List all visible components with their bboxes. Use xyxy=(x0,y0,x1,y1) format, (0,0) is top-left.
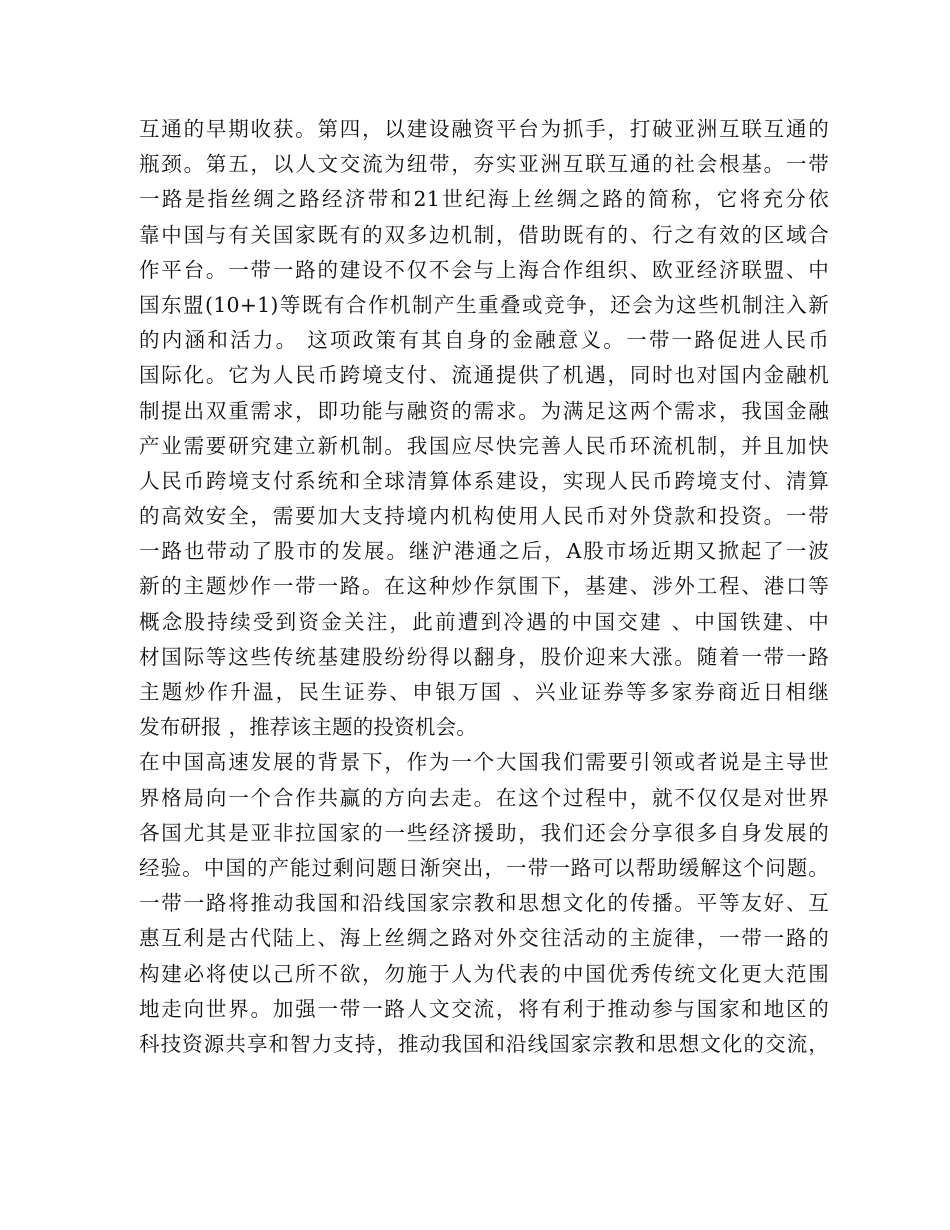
text-line: 一路是指丝绸之路经济带和21世纪海上丝绸之路的简称，它将充分依 xyxy=(139,187,829,212)
text-line: 人民币跨境支付系统和全球清算体系建设，实现人民币跨境支付、清算 xyxy=(139,468,829,493)
text-line: 的内涵和活力。 这项政策有其自身的金融意义。一带一路促进人民币 xyxy=(139,328,829,353)
text-line: 惠互利是古代陆上、海上丝绸之路对外交往活动的主旋律，一带一路的 xyxy=(139,926,829,951)
text-line: 产业需要研究建立新机制。我国应尽快完善人民币环流机制，并且加快 xyxy=(139,433,829,458)
text-line: 在中国高速发展的背景下，作为一个大国我们需要引领或者说是主导世 xyxy=(139,750,829,775)
text-line: 一带一路将推动我国和沿线国家宗教和思想文化的传播。平等友好、互 xyxy=(139,891,829,916)
text-line: 概念股持续受到资金关注，此前遭到冷遇的中国交建 、中国铁建、中 xyxy=(139,609,829,634)
text-line: 一路也带动了股市的发展。继沪港通之后，A股市场近期又掀起了一波 xyxy=(139,539,829,564)
text-line: 地走向世界。加强一带一路人文交流，将有利于推动参与国家和地区的 xyxy=(139,996,829,1021)
document-body-text xyxy=(139,112,829,1062)
text-line: 材国际等这些传统基建股纷纷得以翻身，股价迎来大涨。随着一带一路 xyxy=(139,644,829,669)
text-line: 瓶颈。第五，以人文交流为纽带，夯实亚洲互联互通的社会根基。一带 xyxy=(139,152,829,177)
text-line: 新的主题炒作一带一路。在这种炒作氛围下，基建、涉外工程、港口等 xyxy=(139,574,829,599)
text-line: 制提出双重需求，即功能与融资的需求。为满足这两个需求，我国金融 xyxy=(139,398,829,423)
text-line: 靠中国与有关国家既有的双多边机制，借助既有的、行之有效的区域合 xyxy=(139,222,829,247)
paragraph-end-line: 发布研报 ，推荐该主题的投资机会。 xyxy=(139,715,477,740)
text-line: 各国尤其是亚非拉国家的一些经济援助，我们还会分享很多自身发展的 xyxy=(139,820,829,845)
text-line: 国东盟(10+1)等既有合作机制产生重叠或竞争，还会为这些机制注入新 xyxy=(139,292,829,317)
text-line: 科技资源共享和智力支持，推动我国和沿线国家宗教和思想文化的交流， xyxy=(139,1031,829,1056)
text-line: 互通的早期收获。第四，以建设融资平台为抓手，打破亚洲互联互通的 xyxy=(139,117,829,141)
text-line: 的高效安全，需要加大支持境内机构使用人民币对外贷款和投资。一带 xyxy=(139,504,829,529)
text-line: 国际化。它为人民币跨境支付、流通提供了机遇，同时也对国内金融机 xyxy=(139,363,829,388)
text-line: 主题炒作升温，民生证券、申银万国 、兴业证券等多家券商近日相继 xyxy=(139,680,829,704)
text-line: 作平台。一带一路的建设不仅不会与上海合作组织、欧亚经济联盟、中 xyxy=(139,257,829,282)
text-line: 构建必将使以己所不欲，勿施于人为代表的中国优秀传统文化更大范围 xyxy=(139,961,829,986)
text-line: 经验。中国的产能过剩问题日渐突出，一带一路可以帮助缓解这个问题。 xyxy=(139,855,829,880)
text-line: 界格局向一个合作共赢的方向去走。在这个过程中，就不仅仅是对世界 xyxy=(139,785,829,810)
